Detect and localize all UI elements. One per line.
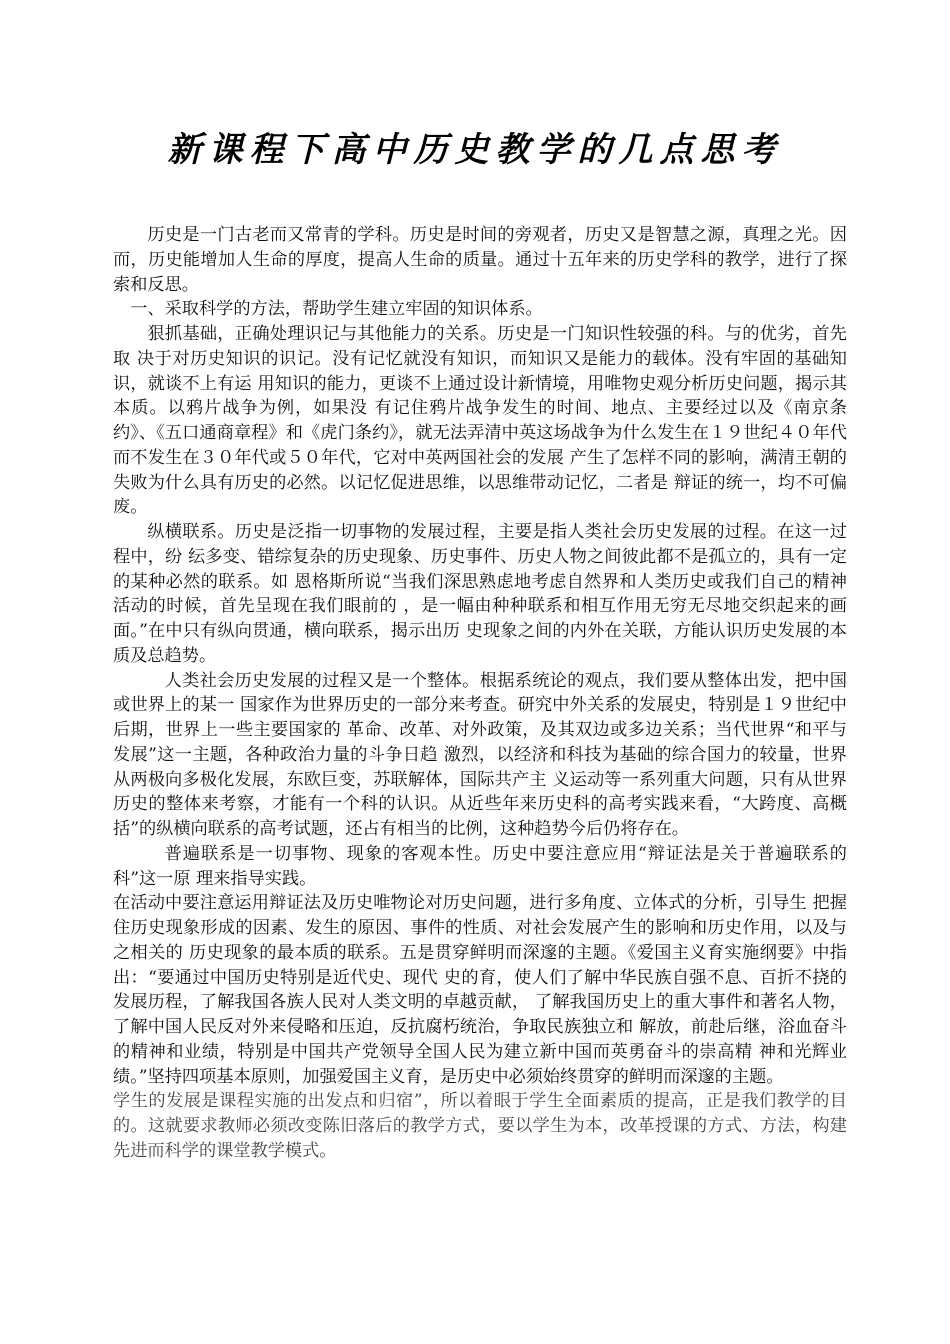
paragraph-student-development: 学生的发展是课程实施的出发点和归宿”，所以着眼于学生全面素质的提高，正是我们教学的目的。这就要求教师必须改变陈旧落后的教学方式，要以学生为本，改革授课的方式、方法，构建先进而科学的课堂教学模式。 xyxy=(113,1091,847,1161)
paragraph-universal: 普遍联系是一切事物、现象的客观本性。历史中要注意应用“辩证法是关于普遍联系的科”这一原 理来指导实践。 xyxy=(113,843,847,889)
document-body xyxy=(113,223,847,1164)
section-heading-1: 一、采取科学的方法，帮助学生建立牢固的知识体系。 xyxy=(130,299,543,320)
paragraph-intro: 历史是一门古老而又常青的学科。历史是时间的旁观者，历史又是智慧之源，真理之光。因而，历史能增加人生命的厚度，提高人生命的质量。通过十五年来的历史学科的教学，进行了探索和反思。 xyxy=(113,225,847,295)
paragraph-activities: 在活动中要注意运用辩证法及历史唯物论对历史问题，进行多角度、立体式的分析，引导生 把握住历史现象形成的因素、发生的原因、事件的性质、对社会发展产生的影响和历史作用，以及与之相关的 历史现象的最本质的联系。五是贯穿鲜明而深邃的主题。《爱国主义育实施纲要》中指出：“要通过中国历史特别是近代史、现代 史的育，使人们了解中华民族自强不息、百折不挠的发展历程，了解我国各族人民对人类文明的卓越贡献， 了解我国历史上的重大事件和著名人物，了解中国人民反对外来侵略和压迫，反抗腐朽统治，争取民族独立和 解放，前赴后继，浴血奋斗的精神和业绩，特别是中国共产党领导全国人民为建立新中国而英勇奋斗的崇高精 神和光辉业绩。”坚持四项基本原则，加强爱国主义育，是历史中必须始终贯穿的鲜明而深邃的主题。 xyxy=(113,893,847,1087)
paragraph-whole: 人类社会历史发展的过程又是一个整体。根据系统论的观点，我们要从整体出发，把中国或世界上的某一 国家作为世界历史的一部分来考查。研究中外关系的发展史，特别是１９世纪中后期，世界上一些主要国家的 革命、改革、对外政策，及其双边或多边关系；当代世界“和平与发展”这一主题，各种政治力量的斗争日趋 激烈，以经济和科技为基础的综合国力的较量，世界从两极向多极化发展，东欧巨变，苏联解体，国际共产主 义运动等一系列重大问题，只有从世界历史的整体来考察，才能有一个科的认识。从近些年来历史科的高考实践来看，“大跨度、高概括”的纵横向联系的高考试题，还占有相当的比例，这种趋势今后仍将存在。 xyxy=(113,670,847,839)
paragraph-connections: 纵横联系。历史是泛指一切事物的发展过程，主要是指人类社会历史发展的过程。在这一过程中，纷 纭多变、错综复杂的历史现象、历史事件、历史人物之间彼此都不是孤立的，具有一定的某种必然的联系。如 恩格斯所说“当我们深思熟虑地考虑自然界和人类历史或我们自己的精神活动的时候，首先呈现在我们眼前的 ，是一幅由种种联系和相互作用无穷无尽地交织起来的画面。”在中只有纵向贯通，横向联系，揭示出历 史现象之间的内外在关联，方能认识历史发展的本质及总趋势。 xyxy=(113,522,847,666)
document-title: 新课程下高中历史教学的几点思考 xyxy=(167,130,783,170)
paragraph-basics: 狠抓基础，正确处理识记与其他能力的关系。历史是一门知识性较强的科。与的优劣，首先取 决于对历史知识的识记。没有记忆就没有知识，而知识又是能力的载体。没有牢固的基础知识，就谈不上有运 用知识的能力，更谈不上通过设计新情境，用唯物史观分析历史问题，揭示其本质。以鸦片战争为例，如果没 有记住鸦片战争发生的时间、地点、主要经过以及《南京条约》、《五口通商章程》和《虎门条约》，就无法弄清中英这场战争为什么发生在１９世纪４０年代而不发生在３０年代或５０年代，它对中英两国社会的发展 产生了怎样不同的影响，满清王朝的失败为什么具有历史的必然。以记忆促进思维，以思维带动记忆，二者是 辩证的统一，均不可偏废。 xyxy=(113,324,847,518)
